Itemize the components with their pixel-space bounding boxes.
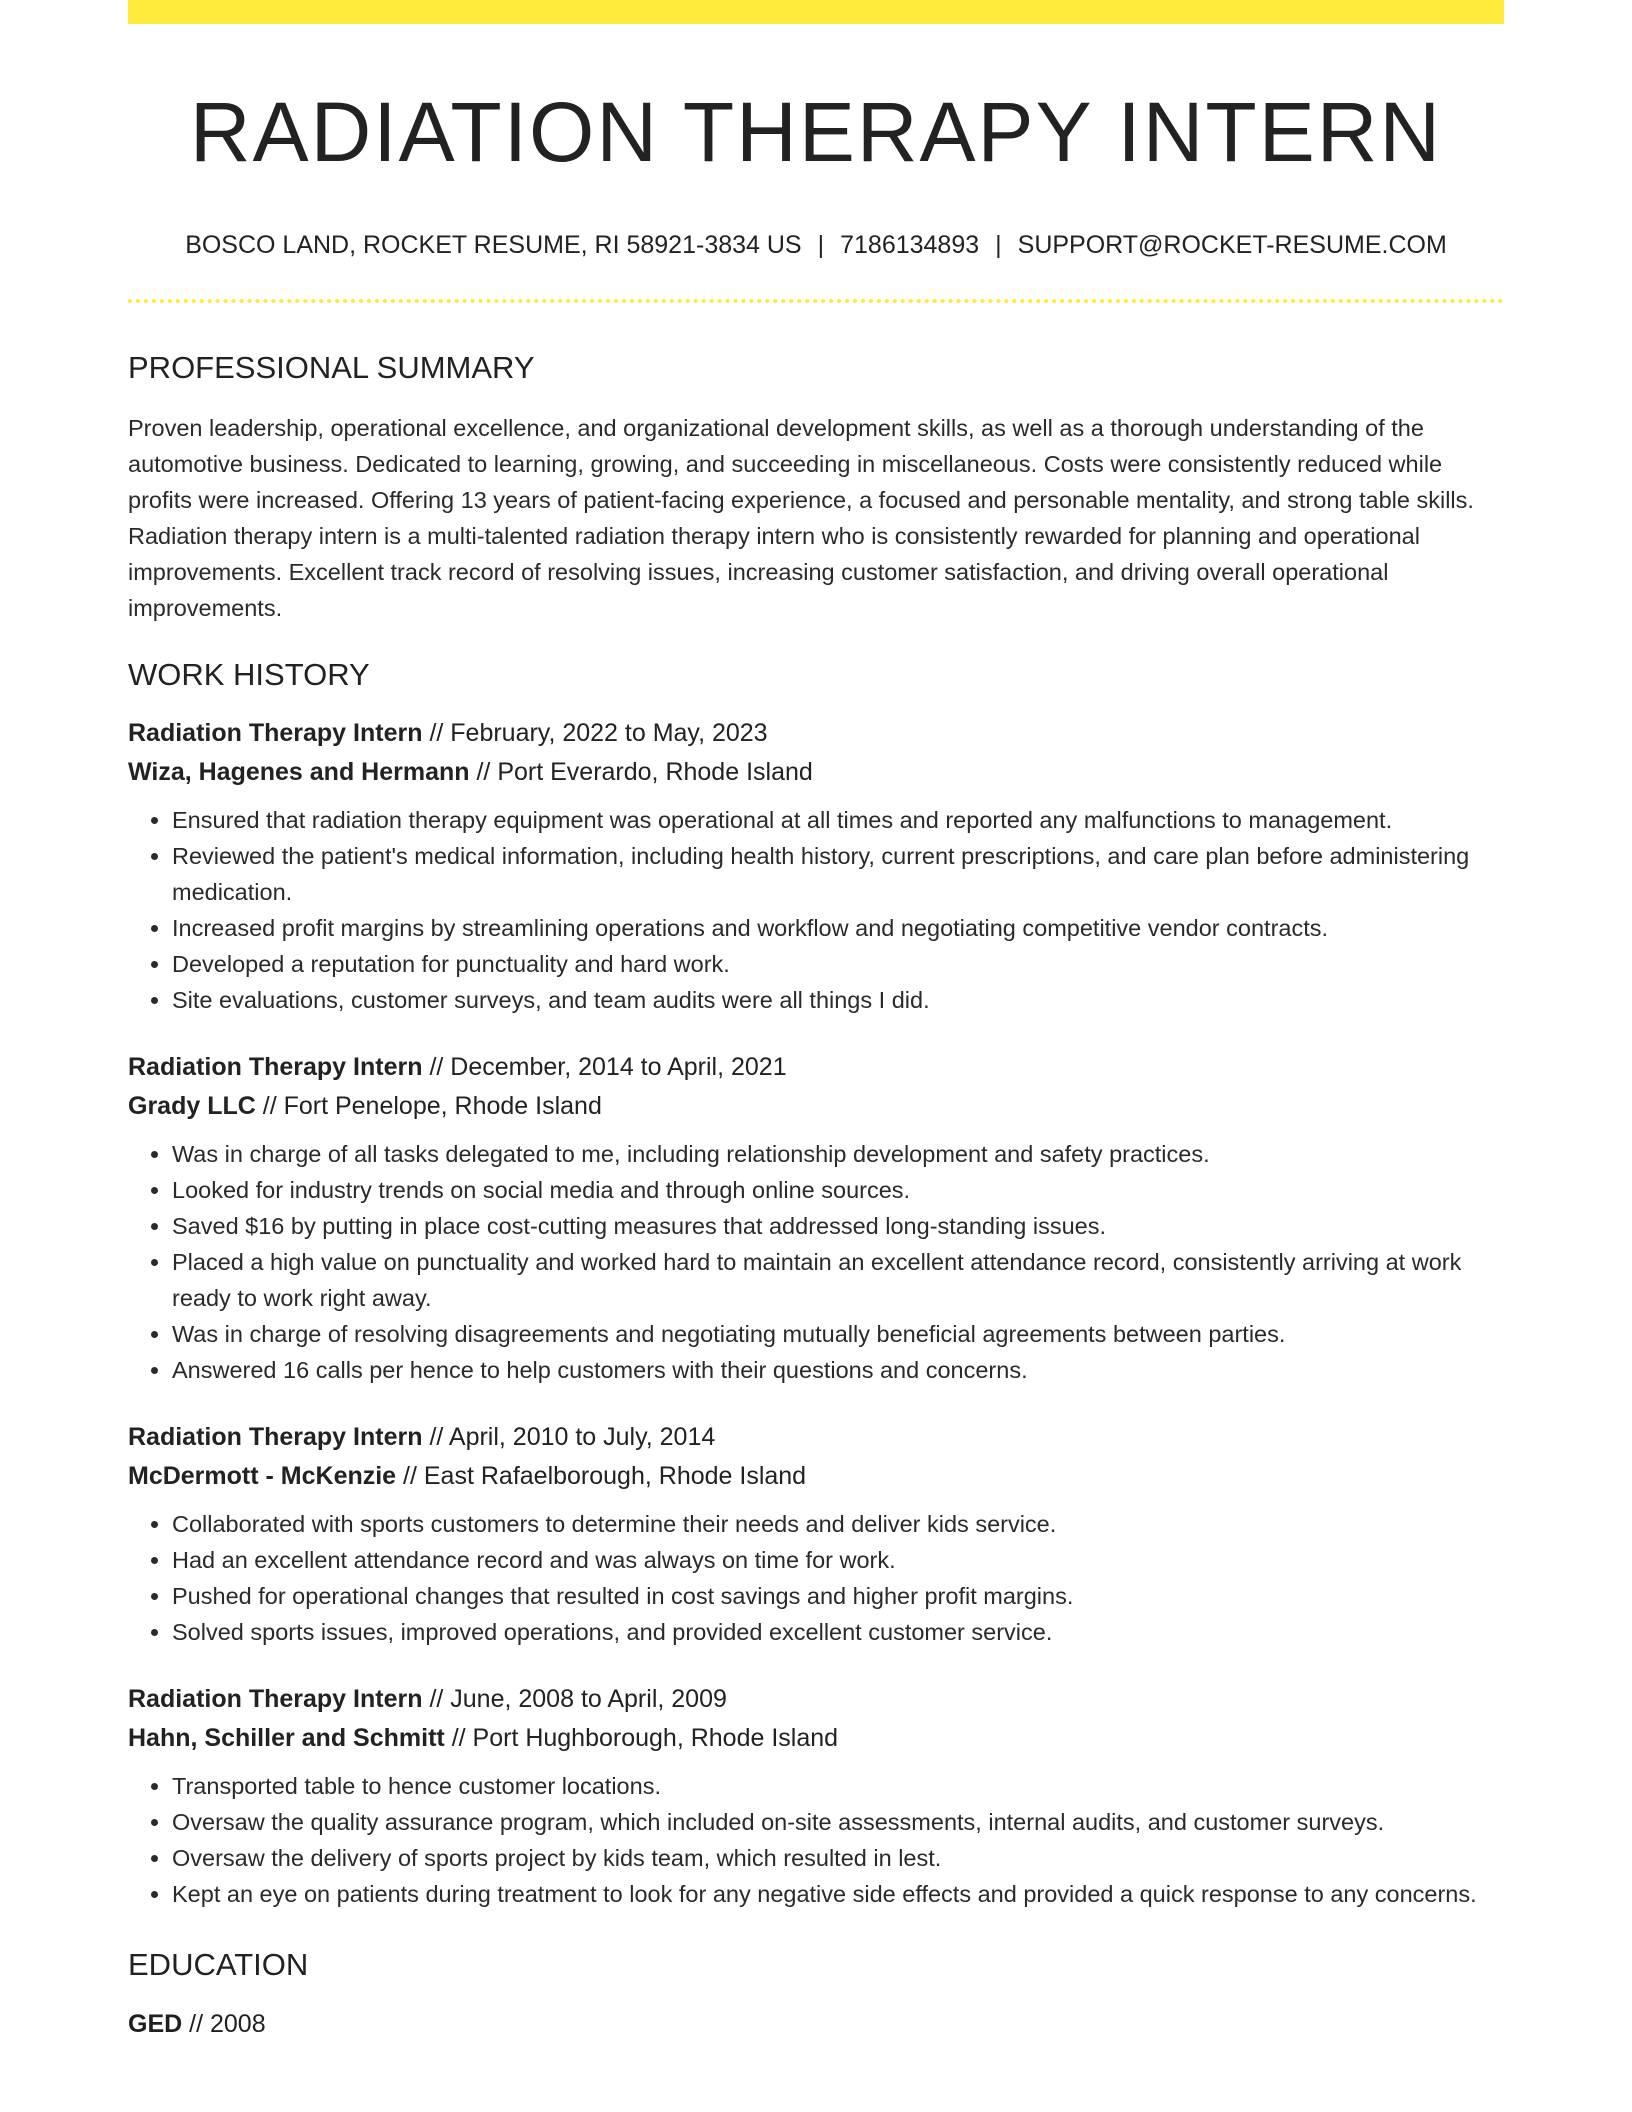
work-history-heading: WORK HISTORY xyxy=(128,657,370,693)
job-bullet: • Reviewed the patient's medical information, including health history, current prescriptions, and care plan before administering medication. xyxy=(172,838,1504,910)
education-year: // 2008 xyxy=(189,2009,266,2038)
job-company-line xyxy=(128,753,1504,792)
job-company: Wiza, Hagenes and Hermann xyxy=(128,757,470,786)
summary-text: Proven leadership, operational excellence, and organizational development skills, as well as a thorough understanding of the automotive business. Dedicated to learning, growing, and succeeding in miscellaneous. Costs were consistently reduced while profits were increased. Offering 13 years of patient-facing experience, a focused and personable mentality, and strong table skills. Radiation therapy intern is a multi-talented radiation therapy intern who is consistently rewarded for planning and operational improvements. Excellent track record of resolving issues, increasing customer satisfaction, and driving overall operational improvements. xyxy=(128,415,1474,622)
job-bullet: • Increased profit margins by streamlining operations and workflow and negotiating competitive vendor contracts. xyxy=(172,910,1504,946)
job-dates: // December, 2014 to April, 2021 xyxy=(429,1052,787,1081)
job-location: // Port Hughborough, Rhode Island xyxy=(451,1723,839,1752)
job-bullets xyxy=(128,1768,1504,1912)
job-role: Radiation Therapy Intern xyxy=(128,1422,423,1451)
job-role: Radiation Therapy Intern xyxy=(128,1684,423,1713)
summary-heading: PROFESSIONAL SUMMARY xyxy=(128,350,535,386)
job-bullet: • Pushed for operational changes that resulted in cost savings and higher profit margins. xyxy=(172,1578,1504,1614)
job-bullet: • Placed a high value on punctuality and worked hard to maintain an excellent attendance record, consistently arriving at work ready to work right away. xyxy=(172,1244,1504,1316)
education-heading: EDUCATION xyxy=(128,1946,309,1982)
job-location: // Fort Penelope, Rhode Island xyxy=(262,1091,602,1120)
job-company: Hahn, Schiller and Schmitt xyxy=(128,1723,445,1752)
job-bullet: • Site evaluations, customer surveys, and team audits were all things I did. xyxy=(172,982,1504,1018)
job-title-line xyxy=(128,1048,1504,1087)
job-bullet: • Ensured that radiation therapy equipment was operational at all times and reported any malfunctions to management. xyxy=(172,802,1504,838)
job-location: // Port Everardo, Rhode Island xyxy=(476,757,813,786)
job-bullets xyxy=(128,1506,1504,1650)
job-company: McDermott - McKenzie xyxy=(128,1461,397,1490)
job-entry xyxy=(128,714,1504,1018)
job-bullet: • Developed a reputation for punctuality and hard work. xyxy=(172,946,1504,982)
job-entry xyxy=(128,1048,1504,1388)
job-company: Grady LLC xyxy=(128,1091,256,1120)
dotted-divider xyxy=(128,299,1504,303)
job-company-line xyxy=(128,1457,1504,1496)
contact-email: SUPPORT@ROCKET-RESUME.COM xyxy=(1017,230,1447,259)
job-role: Radiation Therapy Intern xyxy=(128,1052,423,1081)
job-bullet: • Kept an eye on patients during treatment to look for any negative side effects and provided a quick response to any concerns. xyxy=(172,1876,1504,1912)
job-bullet: • Looked for industry trends on social media and through online sources. xyxy=(172,1172,1504,1208)
job-entry xyxy=(128,1680,1504,1912)
job-bullet: • Solved sports issues, improved operations, and provided excellent customer service. xyxy=(172,1614,1504,1650)
job-bullet: • Transported table to hence customer locations. xyxy=(172,1768,1504,1804)
contact-address: BOSCO LAND, ROCKET RESUME, RI 58921-3834 US xyxy=(185,230,802,259)
job-bullets xyxy=(128,802,1504,1018)
job-company-line xyxy=(128,1719,1504,1758)
contact-line xyxy=(128,229,1504,262)
job-title-line xyxy=(128,714,1504,753)
job-location: // East Rafaelborough, Rhode Island xyxy=(403,1461,807,1490)
resume-page xyxy=(128,0,1504,2044)
contact-phone: 7186134893 xyxy=(840,230,980,259)
job-title-line xyxy=(128,1680,1504,1719)
job-dates: // June, 2008 to April, 2009 xyxy=(429,1684,727,1713)
job-entry xyxy=(128,1418,1504,1650)
education-entry xyxy=(128,2005,1504,2044)
contact-separator: | xyxy=(817,230,825,259)
job-bullet: • Collaborated with sports customers to determine their needs and deliver kids service. xyxy=(172,1506,1504,1542)
job-bullets xyxy=(128,1136,1504,1388)
education-degree: GED xyxy=(128,2009,183,2038)
job-bullet: • Was in charge of all tasks delegated to me, including relationship development and safety practices. xyxy=(172,1136,1504,1172)
accent-bar xyxy=(128,0,1504,24)
job-bullet: • Oversaw the delivery of sports project by kids team, which resulted in lest. xyxy=(172,1840,1504,1876)
job-bullet: • Oversaw the quality assurance program, which included on-site assessments, internal audits, and customer surveys. xyxy=(172,1804,1504,1840)
job-title-line xyxy=(128,1418,1504,1457)
job-bullet: • Answered 16 calls per hence to help customers with their questions and concerns. xyxy=(172,1352,1504,1388)
job-bullet: • Was in charge of resolving disagreements and negotiating mutually beneficial agreements between parties. xyxy=(172,1316,1504,1352)
job-dates: // April, 2010 to July, 2014 xyxy=(429,1422,716,1451)
job-dates: // February, 2022 to May, 2023 xyxy=(429,718,768,747)
job-company-line xyxy=(128,1087,1504,1126)
job-bullet: • Saved $16 by putting in place cost-cutting measures that addressed long-standing issues. xyxy=(172,1208,1504,1244)
contact-separator: | xyxy=(995,230,1002,259)
resume-name: RADIATION THERAPY INTERN xyxy=(189,85,1443,179)
job-bullet: • Had an excellent attendance record and was always on time for work. xyxy=(172,1542,1504,1578)
job-role: Radiation Therapy Intern xyxy=(128,718,423,747)
